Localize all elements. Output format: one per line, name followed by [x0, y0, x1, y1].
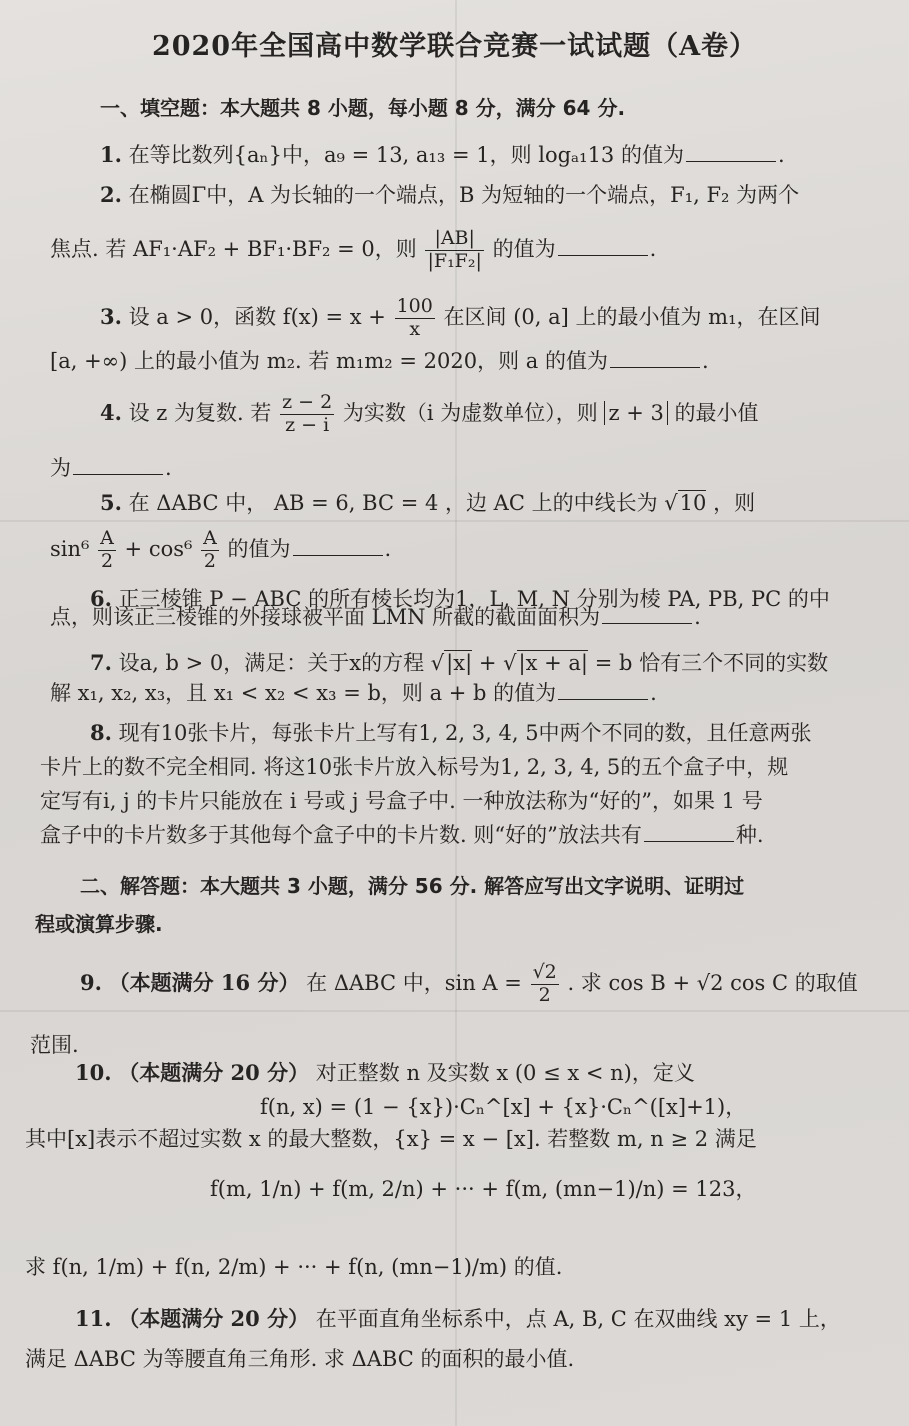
answer-blank — [644, 840, 734, 842]
denominator: z − i — [285, 413, 330, 436]
fraction — [98, 528, 116, 573]
punctuation: . — [777, 143, 785, 167]
question-points: （本题满分 16 分） — [108, 969, 300, 995]
question-text: 对正整数 n 及实数 x (0 ≤ x < n)，定义 — [315, 1061, 695, 1085]
numerator: A — [203, 527, 217, 549]
square-root: |x + a| — [518, 651, 589, 675]
question-number: 5. — [100, 490, 122, 515]
question-2-line-2 — [50, 228, 656, 273]
question-text: 焦点. 若 AF₁·AF₂ + BF₁·BF₂ = 0，则 — [50, 236, 417, 261]
numerator: z − 2 — [282, 391, 333, 413]
question-number: 7. — [90, 650, 112, 675]
question-number: 3. — [100, 303, 122, 329]
question-4-line-1 — [100, 392, 759, 437]
question-1 — [100, 142, 785, 168]
answer-blank — [558, 698, 648, 700]
question-5-line-2 — [50, 528, 391, 573]
numerator: √2 — [532, 961, 557, 983]
question-number: 6. — [90, 586, 112, 611]
question-10-line-3: 其中[x]表示不超过实数 x 的最大整数，{x} = x − [x]. 若整数 m, n ≥ 2 满足 — [25, 1127, 757, 1151]
question-10-line-1 — [75, 1060, 695, 1086]
denominator: x — [409, 317, 421, 340]
question-text: 设 z 为复数. 若 — [128, 400, 272, 425]
question-text: 在 ΔABC 中， AB = 6, BC = 4 ，边 AC 上的中线长为 — [128, 491, 658, 515]
question-number: 1. — [100, 142, 122, 167]
plus-sign: + — [478, 651, 497, 675]
punctuation: . — [165, 456, 172, 480]
question-8-line-3: 定写有i, j 的卡片只能放在 i 号或 j 号盒子中. 一种放法称为“好的”，如果 1 号 — [40, 789, 763, 813]
answer-blank — [602, 622, 692, 624]
question-number: 8. — [90, 720, 112, 745]
page-title: 2020年全国高中数学联合竞赛一试试题（A卷） — [151, 31, 758, 62]
question-text: 在等比数列{aₙ}中，a₉ = 13, a₁₃ = 1，则 logₐ₁13 的值为 — [128, 143, 684, 167]
question-text: 点，则该正三棱锥的外接球被平面 LMN 所截的截面面积为 — [50, 605, 601, 629]
numerator: |AB| — [425, 228, 483, 251]
absolute-value: z + 3 — [604, 401, 667, 425]
question-number: 10. — [75, 1060, 112, 1085]
question-text: 的最小值 — [674, 400, 759, 425]
denominator: 2 — [100, 549, 114, 572]
question-7-line-2 — [50, 680, 657, 706]
answer-blank — [558, 254, 648, 256]
section-1-heading: 一、填空题：本大题共 8 小题，每小题 8 分，满分 64 分. — [100, 96, 626, 120]
question-text: 的值为 — [227, 536, 291, 561]
fraction — [531, 962, 559, 1007]
square-root: 10 — [679, 491, 707, 515]
question-8-line-4 — [40, 822, 764, 848]
question-9-line-2: 范围. — [30, 1033, 79, 1057]
question-text: 盒子中的卡片数多于其他每个盒子中的卡片数. 则“好的”放法共有 — [40, 823, 642, 847]
numerator: 100 — [396, 295, 433, 317]
question-text: 设a, b > 0，满足：关于x的方程 — [118, 651, 425, 675]
paper-fold — [455, 0, 457, 1426]
question-7-line-1: 7. 设a, b > 0，满足：关于x的方程 √|x| + √|x + a| = b 恰有三个不同的实数 — [90, 650, 829, 675]
question-text: 的值为 — [492, 236, 556, 261]
question-text: + cos⁶ — [124, 536, 193, 561]
question-number: 2. — [100, 182, 122, 207]
question-number: 11. — [75, 1306, 112, 1331]
question-text: 解 x₁, x₂, x₃，且 x₁ < x₂ < x₃ = b，则 a + b 的值为 — [50, 681, 557, 705]
question-10-formula-2: f(m, 1/n) + f(m, 2/n) + ··· + f(m, (mn−1)/n) = 123， — [210, 1177, 757, 1201]
fraction — [395, 296, 435, 341]
question-9-line-1 — [80, 962, 858, 1007]
question-text: [a, +∞) 上的最小值为 m₂. 若 m₁m₂ = 2020，则 a 的值为 — [50, 349, 608, 373]
question-10-line-5: 求 f(n, 1/m) + f(n, 2/m) + ··· + f(n, (mn−1)/m) 的值. — [25, 1255, 563, 1279]
punctuation: . — [649, 236, 657, 261]
question-5-line-1: 5. 在 ΔABC 中， AB = 6, BC = 4 ，边 AC 上的中线长为 √10 ，则 — [100, 490, 756, 515]
question-3-line-2 — [50, 348, 709, 374]
answer-blank — [610, 366, 700, 368]
section-2-heading-line-1: 二、解答题：本大题共 3 小题，满分 56 分. 解答应写出文字说明、证明过 — [80, 874, 745, 898]
question-points: （本题满分 20 分） — [118, 1060, 310, 1085]
denominator: 2 — [538, 983, 551, 1006]
denominator: |F₁F₂| — [427, 249, 482, 272]
punctuation: . — [694, 605, 701, 629]
question-text: = b 恰有三个不同的实数 — [594, 651, 829, 675]
punctuation: . — [384, 536, 392, 561]
question-text: 正三棱锥 P − ABC 的所有棱长均为1，L, M, N 分别为棱 PA, PB, PC 的中 — [118, 587, 830, 611]
question-text: . 求 cos B + √2 cos C 的取值 — [567, 970, 858, 995]
section-2-heading-line-2: 程或演算步骤. — [35, 912, 163, 936]
question-text: 种. — [735, 823, 764, 847]
question-8-line-1 — [90, 720, 812, 746]
question-4-line-2 — [50, 455, 172, 481]
question-text: 现有10张卡片，每张卡片上写有1, 2, 3, 4, 5中两个不同的数，且任意两张 — [118, 721, 812, 745]
denominator: 2 — [203, 549, 217, 572]
question-text: 在 ΔABC 中，sin A = — [306, 970, 522, 995]
question-text: 在平面直角坐标系中，点 A, B, C 在双曲线 xy = 1 上， — [315, 1307, 841, 1331]
question-2-line-1 — [100, 182, 799, 208]
square-root: |x| — [446, 651, 473, 675]
question-6-line-2 — [50, 604, 701, 630]
question-10-formula-1: f(n, x) = (1 − {x})·Cₙ^[x] + {x}·Cₙ^([x]+1)， — [260, 1095, 747, 1119]
question-text: 为实数（i 为虚数单位），则 — [342, 400, 598, 425]
question-text: 设 a > 0，函数 f(x) = x + — [128, 304, 386, 329]
question-8-line-2: 卡片上的数不完全相同. 将这10张卡片放入标号为1, 2, 3, 4, 5的五个盒子中，规 — [40, 755, 789, 779]
punctuation: . — [701, 349, 709, 373]
question-3-line-1 — [100, 296, 821, 341]
answer-blank — [293, 554, 383, 556]
fraction — [201, 528, 219, 573]
question-points: （本题满分 20 分） — [118, 1306, 310, 1331]
question-text: 在椭圆Γ中，A 为长轴的一个端点，B 为短轴的一个端点，F₁, F₂ 为两个 — [128, 183, 800, 207]
question-number: 9. — [80, 969, 102, 995]
fraction — [425, 228, 483, 273]
answer-blank — [686, 160, 776, 162]
numerator: A — [100, 527, 114, 549]
question-text: ，则 — [713, 491, 756, 515]
question-number: 4. — [100, 399, 122, 425]
punctuation: . — [650, 681, 657, 705]
question-11-line-2: 满足 ΔABC 为等腰直角三角形. 求 ΔABC 的面积的最小值. — [25, 1347, 575, 1371]
question-text: 为 — [50, 456, 71, 480]
question-text: 在区间 (0, a] 上的最小值为 m₁，在区间 — [443, 304, 821, 329]
question-text: sin⁶ — [50, 536, 90, 561]
question-11-line-1 — [75, 1306, 841, 1332]
answer-blank — [73, 473, 163, 475]
fraction — [280, 392, 334, 437]
